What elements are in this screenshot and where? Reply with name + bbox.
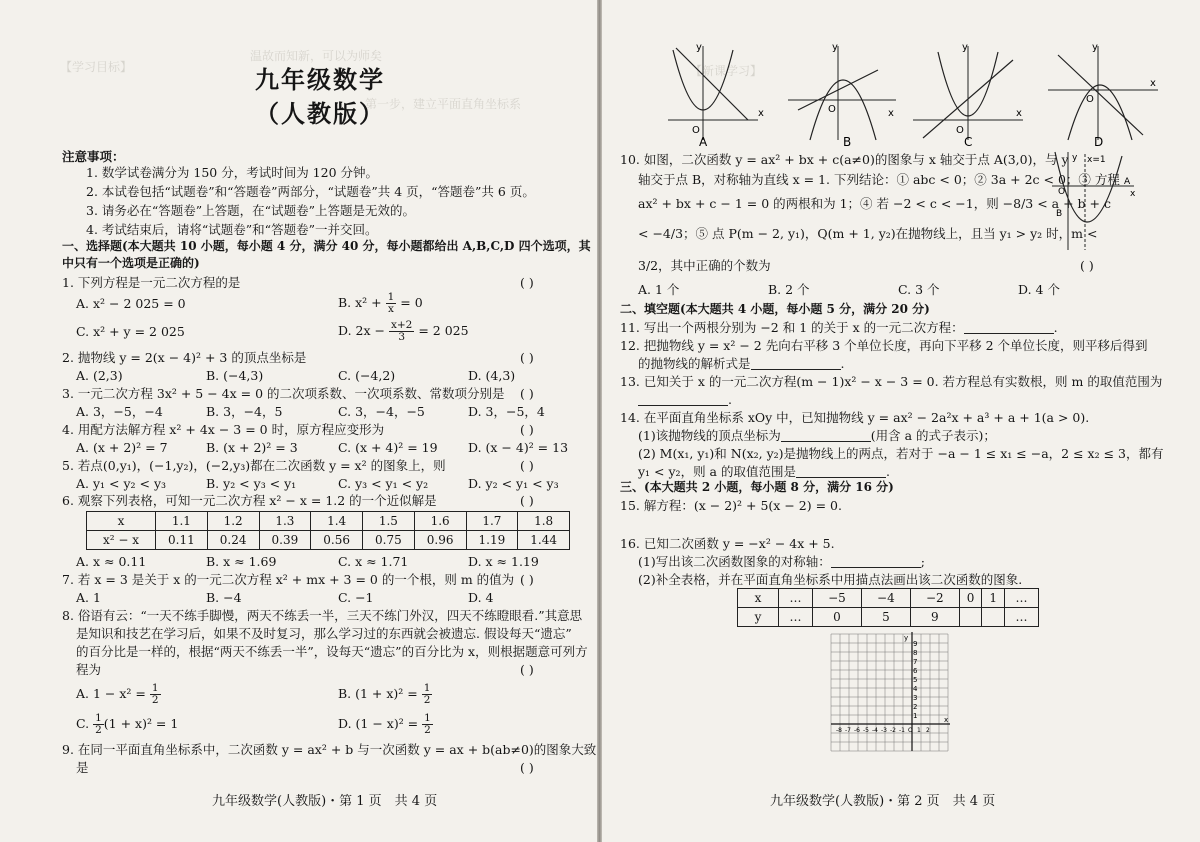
graph-label: A xyxy=(699,135,708,149)
q9-graphs xyxy=(638,40,1198,150)
grid-y-tick-label: 9 xyxy=(913,640,918,648)
table-row xyxy=(87,531,570,550)
option-b: B. (1 + x)² = $\frac{1}{2}$ xyxy=(338,682,431,706)
grid-y-tick-label: 4 xyxy=(913,685,918,693)
question-15: 15. 解方程：(x − 2)² + 5(x − 2) = 0. xyxy=(620,498,842,513)
page-footer: 九年级数学(人教版)・第 2 页 共 4 页 xyxy=(770,794,996,809)
table-header-cell: x xyxy=(738,589,779,608)
question-6: 6. 观察下列表格，可知一元二次方程 x² − x = 1.2 的一个近似解是 xyxy=(62,493,437,508)
question-5: 5. 若点(0,y₁)，(−1,y₂)，(−2,y₃)都在二次函数 y = x² 的图象上，则 xyxy=(62,458,446,473)
axis-label: O xyxy=(828,104,836,115)
answer-paren: ( ) xyxy=(520,760,534,775)
table-row xyxy=(87,512,570,531)
table-cell: 1.2 xyxy=(207,512,259,531)
answer-paren: ( ) xyxy=(520,275,534,290)
note-item: 4. 考试结束后，请将“试题卷”和“答题卷”一并交回。 xyxy=(86,222,378,237)
option-c: C. y₃ < y₁ < y₂ xyxy=(338,476,429,491)
grid-axis-label: x xyxy=(944,716,949,724)
table-row xyxy=(738,589,1039,608)
graph-label: C xyxy=(964,135,973,149)
question-1: 1. 下列方程是一元二次方程的是 xyxy=(62,275,241,290)
question-8-line: 的百分比是一样的，根据“两天不练丢一半”，设每天“遗忘”的百分比为 x，则根据题意可列方 xyxy=(76,644,588,659)
table-cell: 1 xyxy=(982,589,1005,608)
axis-label: x xyxy=(1130,189,1136,199)
table-cell: 0.11 xyxy=(156,531,208,550)
table-cell: 0 xyxy=(813,608,862,627)
option-a: A. (2,3) xyxy=(76,368,123,383)
grid-x-tick-label: -3 xyxy=(881,727,887,734)
section-heading: 二、填空题(本大题共 4 小题，每小题 5 分，满分 20 分) xyxy=(620,302,930,316)
grid-y-tick-label: 8 xyxy=(913,649,918,657)
section-heading: 一、选择题(本大题共 10 小题，每小题 4 分，满分 40 分，每小题都给出 A,B,C,D 四个选项，其 xyxy=(62,239,591,253)
option-d: D. (1 − x)² = $\frac{1}{2}$ xyxy=(338,712,431,736)
grid-y-tick-label: 7 xyxy=(913,658,918,666)
axis-label: O xyxy=(1086,94,1094,105)
table-cell: −2 xyxy=(910,589,959,608)
table-header-cell: y xyxy=(738,608,779,627)
option-b: B. x ≈ 1.69 xyxy=(206,554,277,569)
table-cell: 1.7 xyxy=(466,512,518,531)
table-cell[interactable] xyxy=(982,608,1005,627)
answer-paren: ( ) xyxy=(520,572,534,587)
q16-table xyxy=(737,588,1039,627)
table-cell: 0 xyxy=(959,589,982,608)
q6-table xyxy=(86,511,570,550)
option-d: D. 3，−5，4 xyxy=(468,404,545,419)
point-b-label: B xyxy=(1056,209,1063,219)
page-title: 九年级数学 xyxy=(255,65,385,94)
question-14-text: (用含 a 的式子表示)； xyxy=(870,428,996,443)
table-cell: 1.6 xyxy=(414,512,466,531)
question-12-text: 的抛物线的解析式是 xyxy=(638,356,751,371)
question-10-line: ax² + bx + c − 1 = 0 的两根和为 1；④ 若 −2 < c < −1，则 −8/3 < a + b + c xyxy=(638,196,1111,211)
answer-paren: ( ) xyxy=(520,458,534,473)
answer-blank[interactable] xyxy=(796,465,886,478)
axis-label: y xyxy=(832,42,838,53)
grid-x-tick-label: -4 xyxy=(872,727,878,734)
axis-line-label: x=1 xyxy=(1087,155,1106,165)
page-footer: 九年级数学(人教版)・第 1 页 共 4 页 xyxy=(212,794,438,809)
page-1 xyxy=(0,0,598,842)
option-c: C. x ≈ 1.71 xyxy=(338,554,409,569)
option-c: C. $\frac{1}{2}$ (1 + x)² = 1 xyxy=(76,712,179,736)
question-10-line: 3/2，其中正确的个数为 xyxy=(638,258,771,273)
table-cell: … xyxy=(1004,589,1038,608)
grid-y-tick-label: 2 xyxy=(913,703,918,711)
answer-blank[interactable] xyxy=(831,555,921,568)
table-cell: 0.56 xyxy=(311,531,363,550)
option-d: D. 2x − $\frac{x+2}{3}$ = 2 025 xyxy=(338,319,469,343)
table-cell: 0.24 xyxy=(207,531,259,550)
question-10-line: 轴交于点 B，对称轴为直线 x = 1. 下列结论：① abc < 0；② 3a + 2c < 0；③ 方程 xyxy=(638,172,1120,187)
table-cell: 0.96 xyxy=(414,531,466,550)
option-a: A. x ≈ 0.11 xyxy=(76,554,147,569)
bleed-text: 第一步，建立平面直角坐标系 xyxy=(365,97,522,111)
answer-paren: ( ) xyxy=(520,386,534,401)
graph-label: B xyxy=(843,135,852,149)
option-c: C. −1 xyxy=(338,590,374,605)
table-cell: 1.4 xyxy=(311,512,363,531)
question-16-part2: (2)补全表格，并在平面直角坐标系中用描点法画出该二次函数的图象. xyxy=(638,572,1023,587)
question-8: 8. 俗语有云：“一天不练手脚慢，两天不练丢一半，三天不练门外汉，四天不练瞪眼看.”其意思 xyxy=(62,608,583,623)
answer-blank[interactable] xyxy=(751,357,841,370)
axis-label: y xyxy=(1092,42,1098,53)
option-a: A. 1 − x² = $\frac{1}{2}$ xyxy=(76,682,159,706)
question-11-text: 11. 写出一个两根分别为 −2 和 1 的关于 x 的一元二次方程： xyxy=(620,320,964,335)
question-12: 12. 把抛物线 y = x² − 2 先向右平移 3 个单位长度，再向下平移 2 个单位长度，则平移后得到 xyxy=(620,338,1148,353)
answer-paren: ( ) xyxy=(520,493,534,508)
q10-figure xyxy=(1050,150,1136,254)
grid-x-tick-label: -2 xyxy=(890,727,896,734)
option-c: C. x² + y = 2 025 xyxy=(76,324,185,339)
option-a: A. y₁ < y₂ < y₃ xyxy=(76,476,167,491)
table-cell: 1.44 xyxy=(518,531,570,550)
option-d: D. y₂ < y₁ < y₃ xyxy=(468,476,559,491)
option-a: A. 1 xyxy=(76,590,101,605)
option-b: B. y₂ < y₃ < y₁ xyxy=(206,476,297,491)
grid-y-tick-label: 3 xyxy=(913,694,918,702)
question-2: 2. 抛物线 y = 2(x − 4)² + 3 的顶点坐标是 xyxy=(62,350,307,365)
table-cell: 1.8 xyxy=(518,512,570,531)
question-14-text: (1)该抛物线的顶点坐标为 xyxy=(638,428,781,443)
option-c: C. (x + 4)² = 19 xyxy=(338,440,438,455)
table-cell: −4 xyxy=(861,589,910,608)
table-header-cell: x² − x xyxy=(87,531,156,550)
question-14-part1 xyxy=(638,428,996,443)
answer-paren: ( ) xyxy=(1080,258,1094,273)
table-cell: … xyxy=(779,608,813,627)
origin-label: O xyxy=(1058,187,1066,197)
coordinate-grid[interactable] xyxy=(827,630,957,760)
graph-d xyxy=(1048,42,1158,140)
table-cell: −5 xyxy=(813,589,862,608)
option-d: D. (x − 4)² = 13 xyxy=(468,440,569,455)
answer-paren: ( ) xyxy=(520,350,534,365)
note-item: 2. 本试卷包括“试题卷”和“答题卷”两部分，“试题卷”共 4 页，“答题卷”共 6 页。 xyxy=(86,184,535,199)
axis-label: O xyxy=(956,125,964,136)
table-cell[interactable] xyxy=(959,608,982,627)
question-11: 11. 写出一个两根分别为 −2 和 1 的关于 x 的一元二次方程： . xyxy=(620,320,1058,335)
question-16: 16. 已知二次函数 y = −x² − 4x + 5. xyxy=(620,536,835,551)
question-8-line: 是知识和技艺在学习后，如果不及时复习，那么学习过的东西就会被遗忘. 假设每天“遗忘” xyxy=(76,626,572,641)
answer-blank[interactable] xyxy=(781,429,871,442)
bleed-text: 【新课学习】 xyxy=(690,64,763,78)
question-13: 13. 已知关于 x 的一元二次方程(m − 1)x² − x − 3 = 0. 若方程总有实数根，则 m 的取值范围为 xyxy=(620,374,1163,389)
table-cell: 1.5 xyxy=(363,512,415,531)
grid-x-tick-label: -1 xyxy=(899,727,905,734)
grid-x-tick-label: -5 xyxy=(863,727,869,734)
question-16-text: (1)写出该二次函数图象的对称轴： xyxy=(638,554,831,569)
table-cell: … xyxy=(779,589,813,608)
grid-y-tick-label: 1 xyxy=(913,712,918,720)
option-c: C. (−4,2) xyxy=(338,368,396,383)
option-b: B. −4 xyxy=(206,590,242,605)
axis-label: y xyxy=(962,42,968,53)
question-10-line: < −4/3；⑤ 点 P(m − 2, y₁)，Q(m + 1, y₂)在抛物线上，且当 y₁ > y₂ 时，m < xyxy=(638,226,1098,241)
question-12-line: 的抛物线的解析式是 . xyxy=(638,356,845,371)
question-9: 9. 在同一平面直角坐标系中，二次函数 y = ax² + b 与一次函数 y = ax + b(ab≠0)的图象大致 xyxy=(62,742,597,757)
section-heading: 三、(本大题共 2 小题，每小题 8 分，满分 16 分) xyxy=(620,480,894,494)
grid-x-tick-label: 2 xyxy=(926,727,930,734)
axis-label: y xyxy=(696,42,702,53)
option-c: C. 3，−4，−5 xyxy=(338,404,425,419)
question-8-line: 程为 xyxy=(76,662,102,677)
option-d: D. (4,3) xyxy=(468,368,516,383)
table-cell: … xyxy=(1004,608,1038,627)
table-cell: 1.19 xyxy=(466,531,518,550)
section-heading-cont: 中只有一个选项是正确的) xyxy=(62,256,200,270)
axis-label: x xyxy=(1016,108,1022,119)
question-14: 14. 在平面直角坐标系 xOy 中，已知抛物线 y = ax² − 2a²x + a³ + a + 1(a > 0). xyxy=(620,410,1090,425)
bleed-text: 温故而知新，可以为师矣 xyxy=(250,49,383,63)
question-9-line: 是 xyxy=(76,760,89,775)
graph-b xyxy=(788,42,896,140)
page-subtitle: （人教版） xyxy=(255,99,385,128)
option-b: B. (x + 2)² = 3 xyxy=(206,440,298,455)
graph-c xyxy=(913,42,1023,140)
notes-heading: 注意事项： xyxy=(62,149,125,164)
question-13-blank: . xyxy=(638,392,732,407)
answer-blank[interactable] xyxy=(964,321,1054,334)
option-b: B. 3，−4，5 xyxy=(206,404,283,419)
axis-label: x xyxy=(1150,78,1156,89)
axis-label: O xyxy=(692,125,700,136)
grid-x-tick-label: -7 xyxy=(845,727,851,734)
option-b: B. (−4,3) xyxy=(206,368,264,383)
question-10: 10. 如图，二次函数 y = ax² + bx + c(a≠0)的图象与 x 轴交于点 A(3,0)，与 y xyxy=(620,152,1069,167)
option-a: A. 1 个 xyxy=(638,282,680,297)
axis-label: y xyxy=(1072,153,1078,163)
option-d: D. x ≈ 1.19 xyxy=(468,554,539,569)
grid-x-tick-label: -8 xyxy=(836,727,842,734)
point-a-label: A xyxy=(1124,177,1131,187)
table-row xyxy=(738,608,1039,627)
table-cell: 5 xyxy=(861,608,910,627)
option-d: D. 4 个 xyxy=(1018,282,1060,297)
table-cell: 9 xyxy=(910,608,959,627)
question-16-part1: (1)写出该二次函数图象的对称轴： ; xyxy=(638,554,925,569)
table-cell: 1.1 xyxy=(156,512,208,531)
page-2 xyxy=(602,0,1200,842)
grid-axis-label: y xyxy=(904,634,909,642)
table-cell: 1.3 xyxy=(259,512,311,531)
table-cell: 0.75 xyxy=(363,531,415,550)
bleed-text: 【学习目标】 xyxy=(60,60,133,74)
question-14-line: y₁ < y₂，则 a 的取值范围是 . xyxy=(638,464,890,479)
axis-label: x xyxy=(888,108,894,119)
graph-a xyxy=(668,42,764,140)
option-b: B. 2 个 xyxy=(768,282,810,297)
grid-x-tick-label: O xyxy=(908,727,913,734)
option-a: A. x² − 2 025 = 0 xyxy=(76,296,186,311)
grid-y-tick-label: 5 xyxy=(913,676,918,684)
grid-y-tick-label: 6 xyxy=(913,667,918,675)
grid-x-tick-label: 1 xyxy=(917,727,921,734)
answer-paren: ( ) xyxy=(520,422,534,437)
note-item: 3. 请务必在“答题卷”上答题，在“试题卷”上答题是无效的。 xyxy=(86,203,415,218)
answer-blank[interactable] xyxy=(638,393,728,406)
option-a: A. (x + 2)² = 7 xyxy=(76,440,168,455)
table-cell: 0.39 xyxy=(259,531,311,550)
note-item: 1. 数学试卷满分为 150 分，考试时间为 120 分钟。 xyxy=(86,165,379,180)
option-d: D. 4 xyxy=(468,590,494,605)
option-b: B. x² + $\frac{1}{x}$ = 0 xyxy=(338,291,423,315)
grid-x-tick-label: -6 xyxy=(854,727,860,734)
answer-paren: ( ) xyxy=(520,662,534,677)
question-14-text: y₁ < y₂，则 a 的取值范围是 xyxy=(638,464,796,479)
graph-label: D xyxy=(1094,135,1104,149)
option-c: C. 3 个 xyxy=(898,282,940,297)
question-7: 7. 若 x = 3 是关于 x 的一元二次方程 x² + mx + 3 = 0 的一个根，则 m 的值为 xyxy=(62,572,515,587)
question-4: 4. 用配方法解方程 x² + 4x − 3 = 0 时，原方程应变形为 xyxy=(62,422,385,437)
question-14-part2: (2) M(x₁, y₁)和 N(x₂, y₂)是抛物线上的两点，若对于 −a − 1 ≤ x₁ ≤ −a，2 ≤ x₂ ≤ 3，都有 xyxy=(638,446,1164,461)
axis-label: x xyxy=(758,108,764,119)
option-a: A. 3，−5，−4 xyxy=(76,404,163,419)
table-header-cell: x xyxy=(87,512,156,531)
question-3: 3. 一元二次方程 3x² + 5 − 4x = 0 的二次项系数、一次项系数、常数项分别是 xyxy=(62,386,505,401)
